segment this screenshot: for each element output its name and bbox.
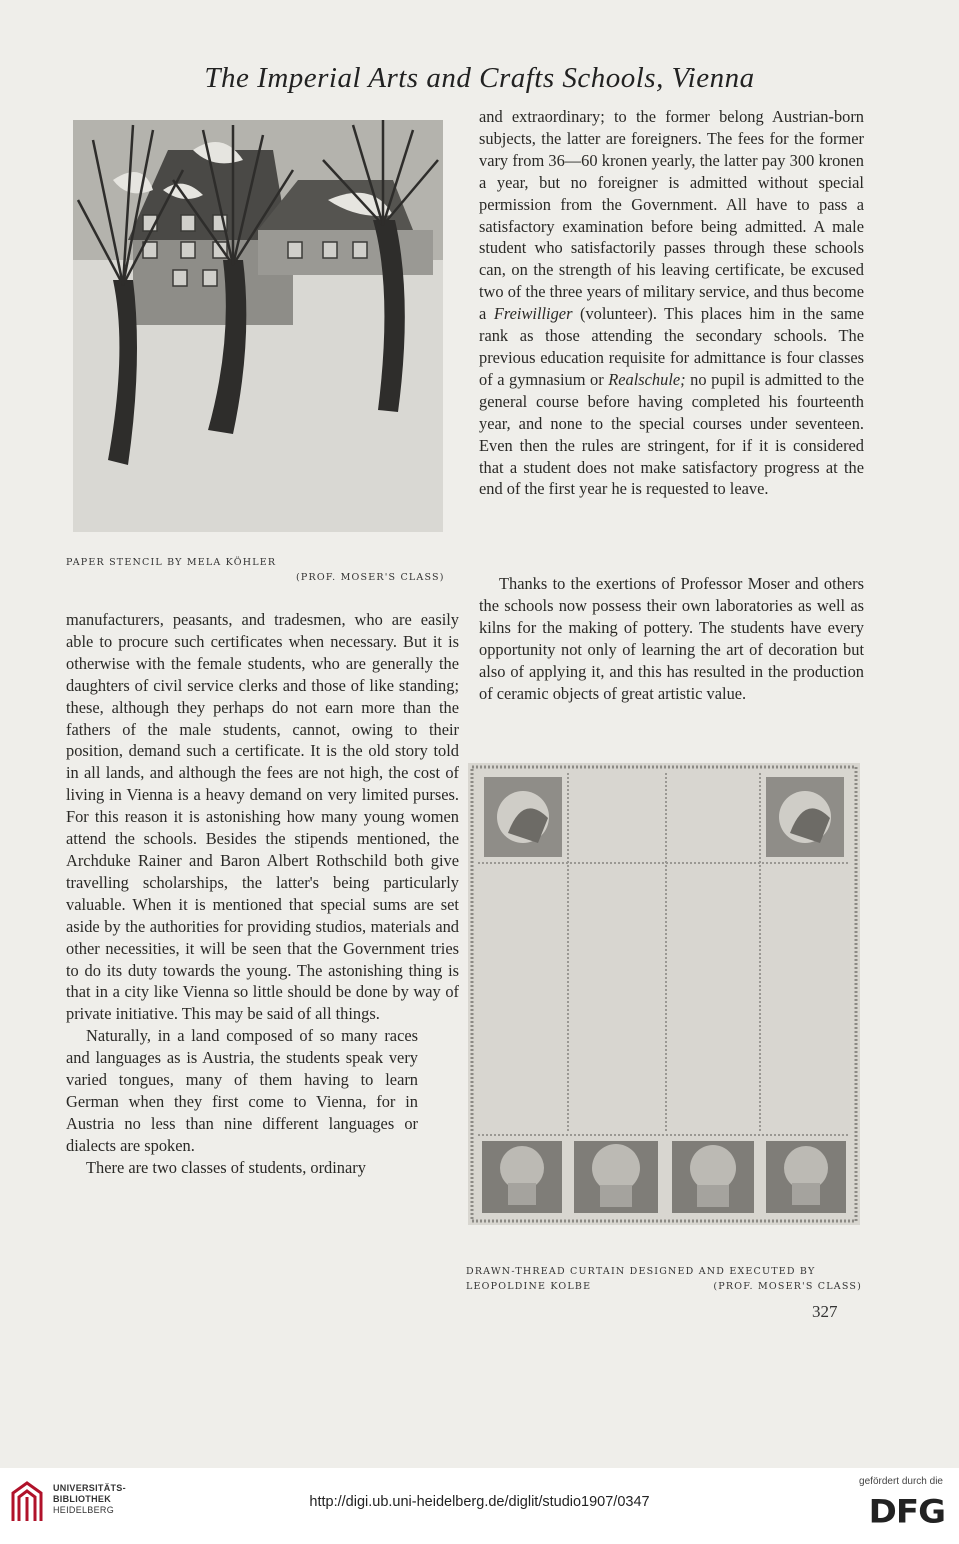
drawn-thread-curtain-illustration [468,763,860,1225]
paragraph-languages: Naturally, in a land composed of so many races and languages as is Austria, the students speak very varied tongues, many of them having to learn German when they first come to Vienna, for in Austria no less than nine different languages or dialects are spoken. [66,1026,418,1155]
paragraph-certificates: manufacturers, peasants, and tradesmen, who are easily able to procure such certificates when necessary. But it is otherwise with the female students, who are generally the daughters of civil service clerks and those of like standing; these, although they perhaps do not earn more than the fathers of the male students, cannot, owing to their position, demand such a certificate. It is the old story told in all lands, and although the fees are not high, the cost of living in Vienna is a heavy demand on very limited purses. For this reason it is astonishing how many young women attend the schools. Besides the stipends mentioned, the Archduke Rainer and Baron Albert Rothschild both give travelling scholarships, the latter's being particularly valuable. When it is mentioned that special sums are set aside by the authorities for providing studios, materials and other necessities, it will be seen that the Government tries to do its duty towards the young. The astonishing thing is that in a city like Vienna so little should be done by way of private initiative. This may be said of all things. [66,610,459,1024]
right-column-middle [479,573,864,704]
source-url-link[interactable]: http://digi.ub.uni-heidelberg.de/diglit/studio1907/0347 [309,1494,650,1510]
page-number: 327 [812,1302,838,1321]
curtain-caption-class: (PROF. MOSER'S CLASS) [713,1281,862,1292]
left-column [66,609,459,1179]
curtain-caption: DRAWN-THREAD CURTAIN DESIGNED AND EXECUTED BY [466,1266,816,1277]
curtain-caption-line2 [466,1281,862,1292]
library-name: UNIVERSITÄTS- BIBLIOTHEK HEIDELBERG [53,1483,126,1515]
paragraph-admission: and extraordinary; to the former belong Austrian-born subjects, the latter are foreigners. The fees for the former vary from 36—60 kronen yearly, the latter pay 300 kronen a year, but no foreigner is admitted without special permission from the Government. All have to pass a satisfactory examination before being admitted. A male student who satisfactorily passes through these schools can, on the strength of his leaving certificate, be excused two of the three years of military service, and thus become a Freiwilliger (volunteer). This places him in the same rank as those attending the secondary schools. The previous education requisite for admittance is four classes of a gymnasium or Realschule; no pupil is admitted to the general course before having completed his fourteenth year, and none to the special courses under seventeen. Even then the rules are stringent, for if it is considered that a student does not make satisfactory progress at the end of the first year he is requested to leave. [479,107,865,499]
curtain-caption-artist: LEOPOLDINE KOLBE [466,1281,592,1292]
funded-by-text: gefördert durch die [859,1476,943,1487]
stencil-caption: PAPER STENCIL BY MELA KÖHLER [66,557,277,568]
stencil-caption-class: (PROF. MOSER'S CLASS) [296,572,445,583]
dfg-logo: DFG [868,1493,945,1531]
page-title: The Imperial Arts and Crafts Schools, Vienna [204,62,755,94]
right-column-top [479,106,864,500]
paragraph-classes: There are two classes of students, ordinary [86,1157,366,1177]
footer [0,1468,959,1544]
paragraph-laboratories: Thanks to the exertions of Professor Moser and others the schools now possess their own laboratories as well as kilns for the making of pottery. The students have every opportunity not only of learning the art of decoration but also of applying it, and this has resulted in the production of ceramic objects of great artistic value. [479,574,864,703]
paper-stencil-illustration [73,120,443,532]
